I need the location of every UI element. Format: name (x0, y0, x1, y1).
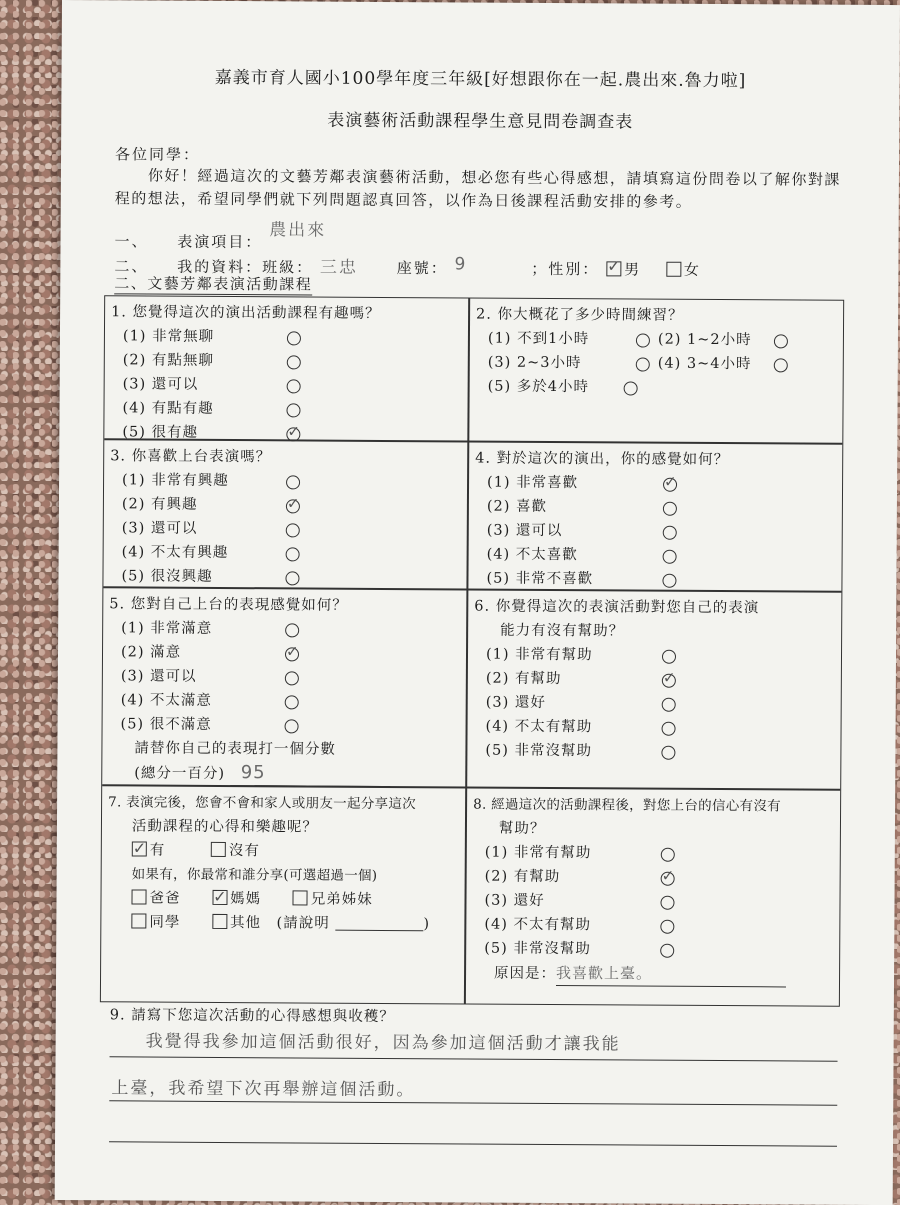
radio-circle[interactable] (662, 698, 676, 712)
question-text: 4. 對於這次的演出，你的感覺如何？ (475, 450, 730, 469)
question-text-line1: 8. 經過這次的活動課程後，對您上台的信心有沒有 (473, 796, 782, 815)
q3-option-2[interactable]: (2) 有興趣 ✓ (110, 492, 461, 518)
performance-item-row (114, 220, 327, 252)
radio-circle[interactable] (662, 574, 676, 588)
question-9-text: 9. 請寫下您這次活動的心得感想與收穫？ (109, 1007, 395, 1026)
radio-circle[interactable] (285, 623, 299, 637)
male-checkbox[interactable] (606, 261, 621, 276)
no-checkbox[interactable] (211, 842, 226, 857)
radio-circle[interactable] (286, 523, 300, 537)
share-prompt: 如果有，你最常和誰分享(可選超過一個) (131, 866, 378, 884)
question-grid (100, 295, 844, 1007)
answer-line-1[interactable]: 我覺得我參加這個活動很好，因為參加這個活動才讓我能 (145, 1031, 621, 1055)
answer-rule (109, 1141, 837, 1146)
question-5 (102, 588, 466, 791)
q8-option-3[interactable]: (3) 還好 (472, 889, 833, 915)
radio-circle[interactable] (286, 547, 300, 561)
radio-circle-checked[interactable] (661, 872, 675, 886)
radio-circle[interactable] (285, 695, 299, 709)
radio-circle[interactable] (660, 944, 674, 958)
siblings-label: 兄弟姊妹 (310, 891, 373, 908)
q5-option-1[interactable]: (1) 非常滿意 (109, 616, 460, 642)
q5-option-4[interactable]: (4) 不太滿意 (109, 688, 460, 714)
radio-circle[interactable] (661, 746, 675, 760)
radio-circle-checked[interactable] (285, 647, 299, 661)
q6-option-3[interactable]: (3) 還好 (474, 691, 835, 717)
question-1 (104, 296, 468, 450)
close-paren: ) (423, 916, 431, 933)
radio-circle[interactable] (285, 671, 299, 685)
q6-option-2[interactable]: (2) 有幫助 ✓ (474, 667, 835, 693)
mom-checkbox[interactable] (212, 890, 227, 905)
radio-circle[interactable] (624, 381, 638, 395)
q2-option-2[interactable]: (2) 1~2小時 (658, 328, 752, 353)
answer-rule (109, 1100, 837, 1105)
radio-circle-checked[interactable] (286, 499, 300, 513)
q3-option-1[interactable]: (1) 非常有興趣 (110, 468, 461, 494)
q4-option-1[interactable]: (1) 非常喜歡 ✓ (475, 471, 836, 497)
class-value[interactable]: 三忠 (319, 257, 359, 278)
radio-circle[interactable] (663, 502, 677, 516)
score-label: 請替你自己的表現打一個分數 (134, 740, 336, 758)
radio-circle[interactable] (663, 550, 677, 564)
q3-option-5[interactable]: (5) 很沒興趣 (109, 564, 460, 590)
q8-option-1[interactable]: (1) 非常有幫助 (473, 841, 834, 867)
q5-option-5[interactable]: (5) 很不滿意 (109, 712, 460, 738)
radio-circle[interactable] (662, 650, 676, 664)
question-6 (467, 590, 841, 768)
question-7 (101, 786, 465, 940)
other-checkbox[interactable] (212, 914, 227, 929)
q8-option-2[interactable]: (2) 有幫助 ✓ (473, 865, 834, 891)
q3-option-4[interactable]: (4) 不太有興趣 (110, 540, 461, 566)
score-field[interactable]: 95 (231, 761, 391, 787)
radio-circle[interactable] (285, 719, 299, 733)
question-text: 1. 您覺得這次的演出活動課程有趣嗎？ (111, 304, 381, 322)
q1-option-1[interactable]: (1) 非常無聊 (111, 324, 462, 350)
radio-circle[interactable] (774, 358, 788, 372)
q2-option-5[interactable]: (5) 多於4小時 (476, 375, 837, 401)
question-3 (103, 440, 467, 594)
performance-value[interactable]: 農出來 (269, 220, 327, 241)
other-label: 其他 (229, 915, 262, 932)
yes-checkbox[interactable] (132, 841, 147, 856)
question-text-line1: 6. 你覺得這次的表演活動對您自己的表演 (474, 598, 760, 617)
question-text: 3. 你喜歡上台表演嗎？ (110, 448, 272, 466)
q6-option-1[interactable]: (1) 非常有幫助 (474, 643, 835, 669)
personal-info-label: 我的資料：班級： (177, 257, 314, 277)
title-line2: 表演藝術活動課程學生意見問卷調查表 (327, 110, 634, 133)
q8-option-5[interactable]: (5) 非常沒幫助 (472, 937, 833, 963)
share-with-row-2 (107, 910, 458, 936)
question-text-line2: 能力有沒有幫助？ (500, 622, 625, 640)
q1-option-4[interactable]: (4) 有點有趣 (110, 396, 461, 422)
q4-option-4[interactable]: (4) 不太喜歡 (475, 543, 836, 569)
section-number: 二、 (114, 257, 149, 276)
greeting: 各位同學： (115, 145, 201, 164)
radio-circle[interactable] (636, 358, 650, 372)
question-text-line2: 幫助？ (498, 820, 546, 837)
radio-circle[interactable] (663, 526, 677, 540)
q6-option-4[interactable]: (4) 不太有幫助 (473, 715, 834, 741)
radio-circle[interactable] (287, 355, 301, 369)
reason-row (472, 961, 833, 988)
radio-circle[interactable] (636, 334, 650, 348)
intro-paragraph: 你好！經過這次的文藝芳鄰表演藝術活動，想必您有些心得感想，請填寫這份問卷以了解你對課程的想法，希望同學們就下列問題認真回答，以作為日後課程活動安排的參考。 (114, 166, 841, 211)
q4-option-3[interactable]: (3) 還可以 (475, 519, 836, 545)
q4-option-2[interactable]: (2) 喜歡 (475, 495, 836, 521)
title-line1: 嘉義市育人國小100學年度三年級[好想跟你在一起.農出來.魯力啦] (214, 67, 747, 92)
radio-circle-checked[interactable] (662, 674, 676, 688)
yes-label: 有 (149, 842, 166, 859)
female-checkbox[interactable] (666, 262, 681, 277)
performance-label: 表演項目： (177, 232, 263, 252)
q2-option-3[interactable]: (3) 2~3小時 (488, 351, 658, 376)
seat-label: 座號： (396, 259, 448, 278)
radio-circle[interactable] (285, 571, 299, 585)
share-yes-no-row (108, 838, 459, 864)
q2-options-row-2 (476, 351, 837, 377)
radio-circle[interactable] (286, 403, 300, 417)
radio-circle[interactable] (287, 331, 301, 345)
siblings-checkbox[interactable] (293, 890, 308, 905)
radio-circle[interactable] (286, 475, 300, 489)
classmates-label: 同學 (149, 914, 181, 931)
dad-label: 爸爸 (149, 890, 181, 907)
answer-rule (110, 1056, 838, 1061)
radio-circle[interactable] (661, 848, 675, 862)
question-8 (466, 788, 840, 991)
q2-options-row-1 (476, 327, 837, 353)
q3-option-3[interactable]: (3) 還可以 (110, 516, 461, 542)
question-text: 2. 你大概花了多少時間練習？ (476, 306, 684, 324)
q4-option-5[interactable]: (5) 非常不喜歡 (474, 567, 835, 593)
radio-circle[interactable] (662, 722, 676, 736)
mom-label: 媽媽 (230, 891, 262, 908)
radio-circle[interactable] (660, 896, 674, 910)
section-number: 一、 (114, 232, 149, 251)
classmates-checkbox[interactable] (131, 913, 146, 928)
radio-circle[interactable] (660, 920, 674, 934)
radio-circle-checked[interactable] (286, 427, 300, 441)
q1-option-5[interactable]: (5) 很有趣 ✓ (110, 420, 461, 446)
female-label: 女 (683, 260, 701, 279)
q5-option-2[interactable]: (2) 滿意 ✓ (109, 640, 460, 666)
score-row (108, 760, 459, 787)
radio-circle-checked[interactable] (663, 478, 677, 492)
share-with-row-1 (107, 886, 458, 912)
reason-label: 原因是： (494, 965, 557, 983)
q1-option-2[interactable]: (2) 有點無聊 (111, 348, 462, 374)
survey-paper (55, 0, 900, 1205)
q8-option-4[interactable]: (4) 不太有幫助 (472, 913, 833, 939)
dad-checkbox[interactable] (131, 889, 146, 904)
question-text: 5. 您對自己上台的表現感覺如何？ (109, 596, 348, 614)
q2-option-4[interactable]: (4) 3~4小時 (658, 352, 752, 377)
q5-option-3[interactable]: (3) 還可以 (109, 664, 460, 690)
question-text-line2: 活動課程的心得和樂趣呢？ (131, 818, 318, 836)
no-label: 沒有 (228, 843, 260, 860)
question-4 (468, 442, 842, 596)
q1-option-3[interactable]: (3) 還可以 (111, 372, 462, 398)
other-note: (請說明 (276, 915, 330, 932)
question-text-line1: 7. 表演完後，您會不會和家人或朋友一起分享這次 (108, 794, 417, 813)
reason-field[interactable]: 我喜歡上臺。 (556, 961, 786, 987)
question-2 (470, 298, 844, 404)
seat-value[interactable]: 9 (454, 254, 468, 275)
answer-line-2[interactable]: 上臺，我希望下次再舉辦這個活動。 (111, 1078, 416, 1101)
radio-circle[interactable] (287, 379, 301, 393)
section-title: 二、文藝芳鄰表演活動課程 (114, 274, 313, 294)
other-field[interactable] (335, 914, 423, 932)
male-label: 男 (624, 260, 642, 279)
score-sub: (總分一百分) (134, 765, 226, 783)
q2-option-1[interactable]: (1) 不到1小時 (488, 327, 658, 352)
q6-option-5[interactable]: (5) 非常沒幫助 (473, 739, 834, 765)
gender-label: ；性別： (531, 259, 600, 279)
radio-circle[interactable] (774, 334, 788, 348)
